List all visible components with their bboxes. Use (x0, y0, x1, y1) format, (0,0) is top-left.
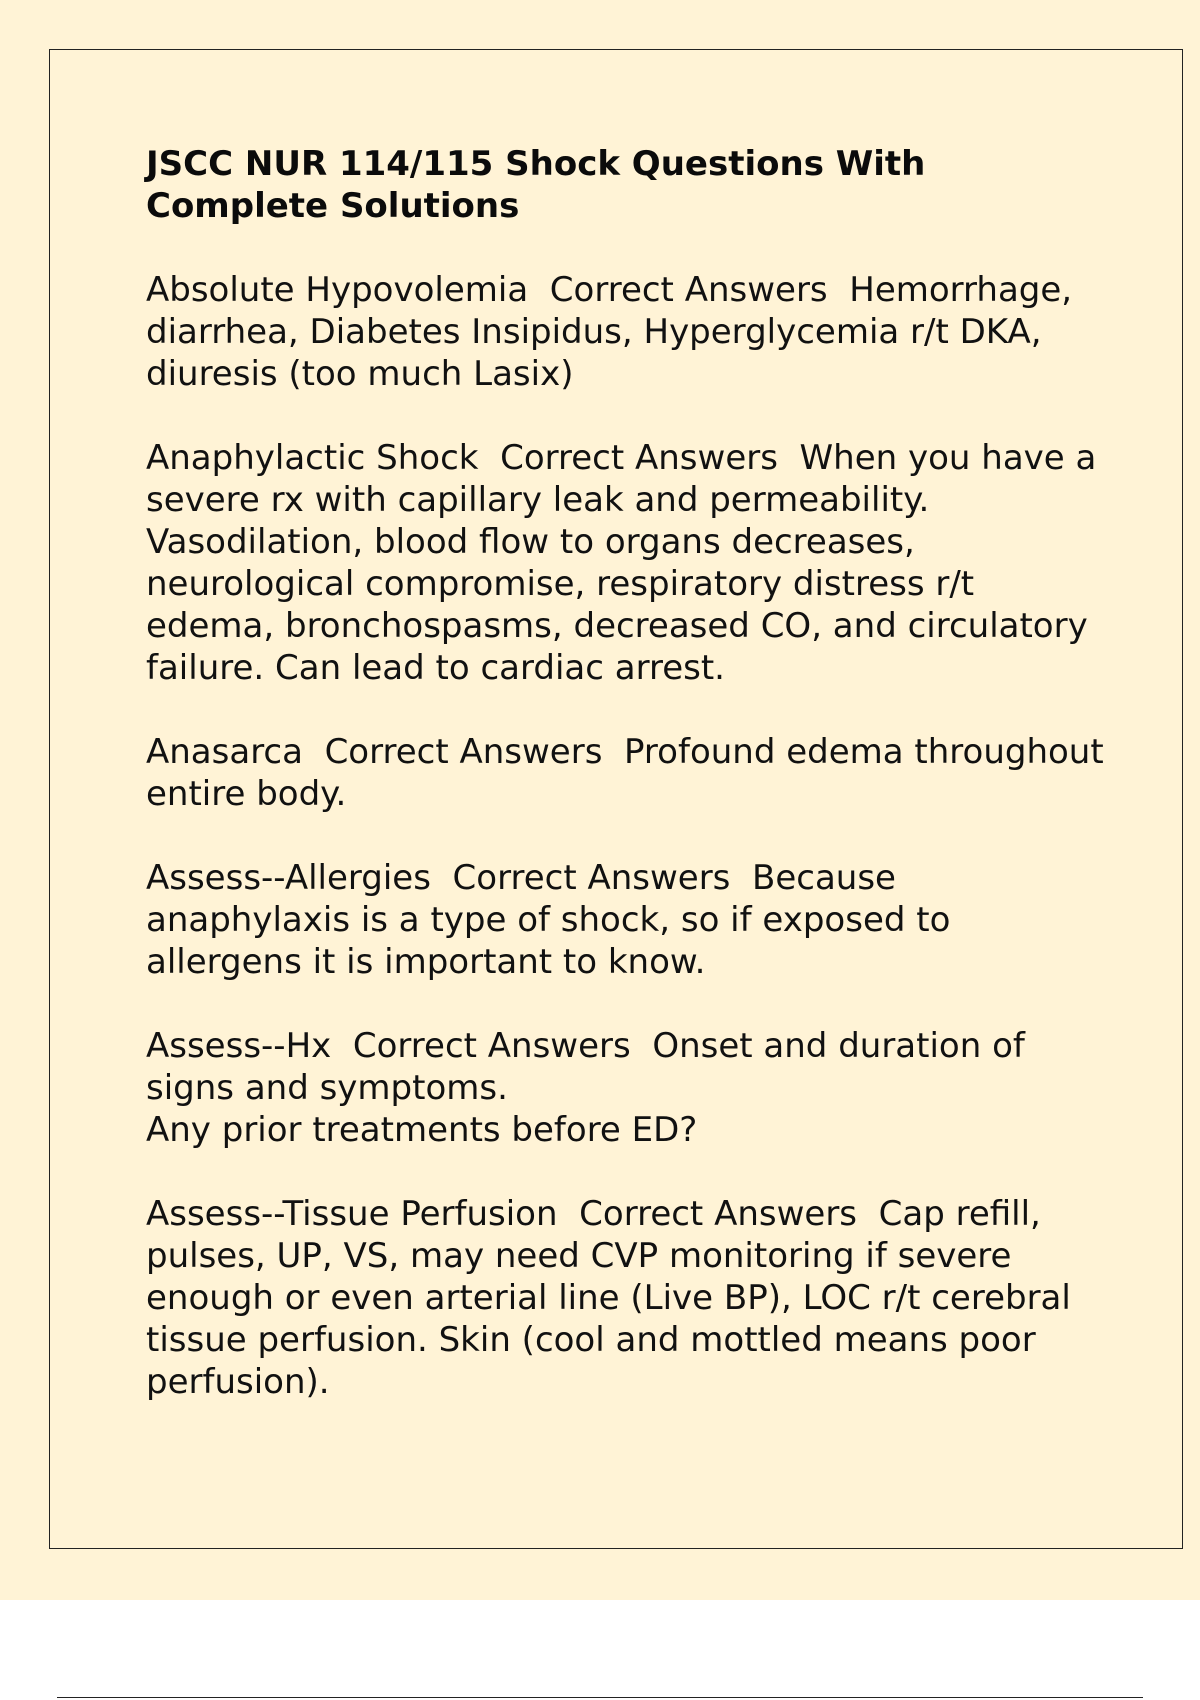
qa-item-absolute-hypovolemia (146, 269, 1106, 395)
qa-separator: Correct Answers (430, 858, 753, 898)
qa-term: Anasarca (146, 732, 303, 772)
qa-answer: Onset and duration of signs and symptoms. (146, 1026, 1036, 1108)
qa-item-assess-allergies (146, 857, 1106, 983)
qa-term: Assess--Hx (146, 1026, 332, 1066)
qa-separator: Correct Answers (528, 270, 850, 310)
qa-separator: Correct Answers (302, 732, 625, 772)
qa-separator: Correct Answers (331, 1026, 653, 1066)
footer-rule (57, 1697, 1143, 1698)
qa-term: Absolute Hypovolemia (146, 270, 529, 310)
qa-term: Anaphylactic Shock (146, 438, 479, 478)
qa-answer: Profound edema throughout entire body. (146, 732, 1115, 814)
qa-separator: Correct Answers (478, 438, 800, 478)
qa-item-anaphylactic-shock (146, 437, 1106, 689)
qa-answer: When you have a severe rx with capillary leak and permeability. Vasodilation, blood flow to organs decreases, neurological compromise, respiratory distress r/t edema, bronchospasms, decreased CO, and circulatory failure. Can lead to cardiac arrest. (146, 438, 1108, 688)
qa-term: Assess--Tissue Perfusion (146, 1194, 558, 1234)
qa-answer-extra: Any prior treatments before ED? (146, 1110, 698, 1150)
qa-list (146, 269, 1115, 1403)
document-content (146, 143, 1115, 1403)
qa-term: Assess--Allergies (146, 858, 431, 898)
qa-answer: Because anaphylaxis is a type of shock, so if exposed to allergens it is important to know. (146, 858, 962, 982)
qa-answer: Cap refill, pulses, UP, VS, may need CVP monitoring if severe enough or even arterial line (Live BP), LOC r/t cerebral tissue perfusion. Skin (cool and mottled means poor perfusion). (146, 1194, 1082, 1402)
qa-item-anasarca (146, 731, 1115, 815)
qa-separator: Correct Answers (557, 1194, 879, 1234)
qa-item-assess-hx (146, 1025, 1106, 1151)
qa-item-assess-tissue-perfusion (146, 1193, 1106, 1403)
qa-answer: Hemorrhage, diarrhea, Diabetes Insipidus, Hyperglycemia r/t DKA, diuresis (too much Lasix) (146, 270, 1083, 394)
document-title: JSCC NUR 114/115 Shock Questions With Complete Solutions (146, 144, 926, 226)
